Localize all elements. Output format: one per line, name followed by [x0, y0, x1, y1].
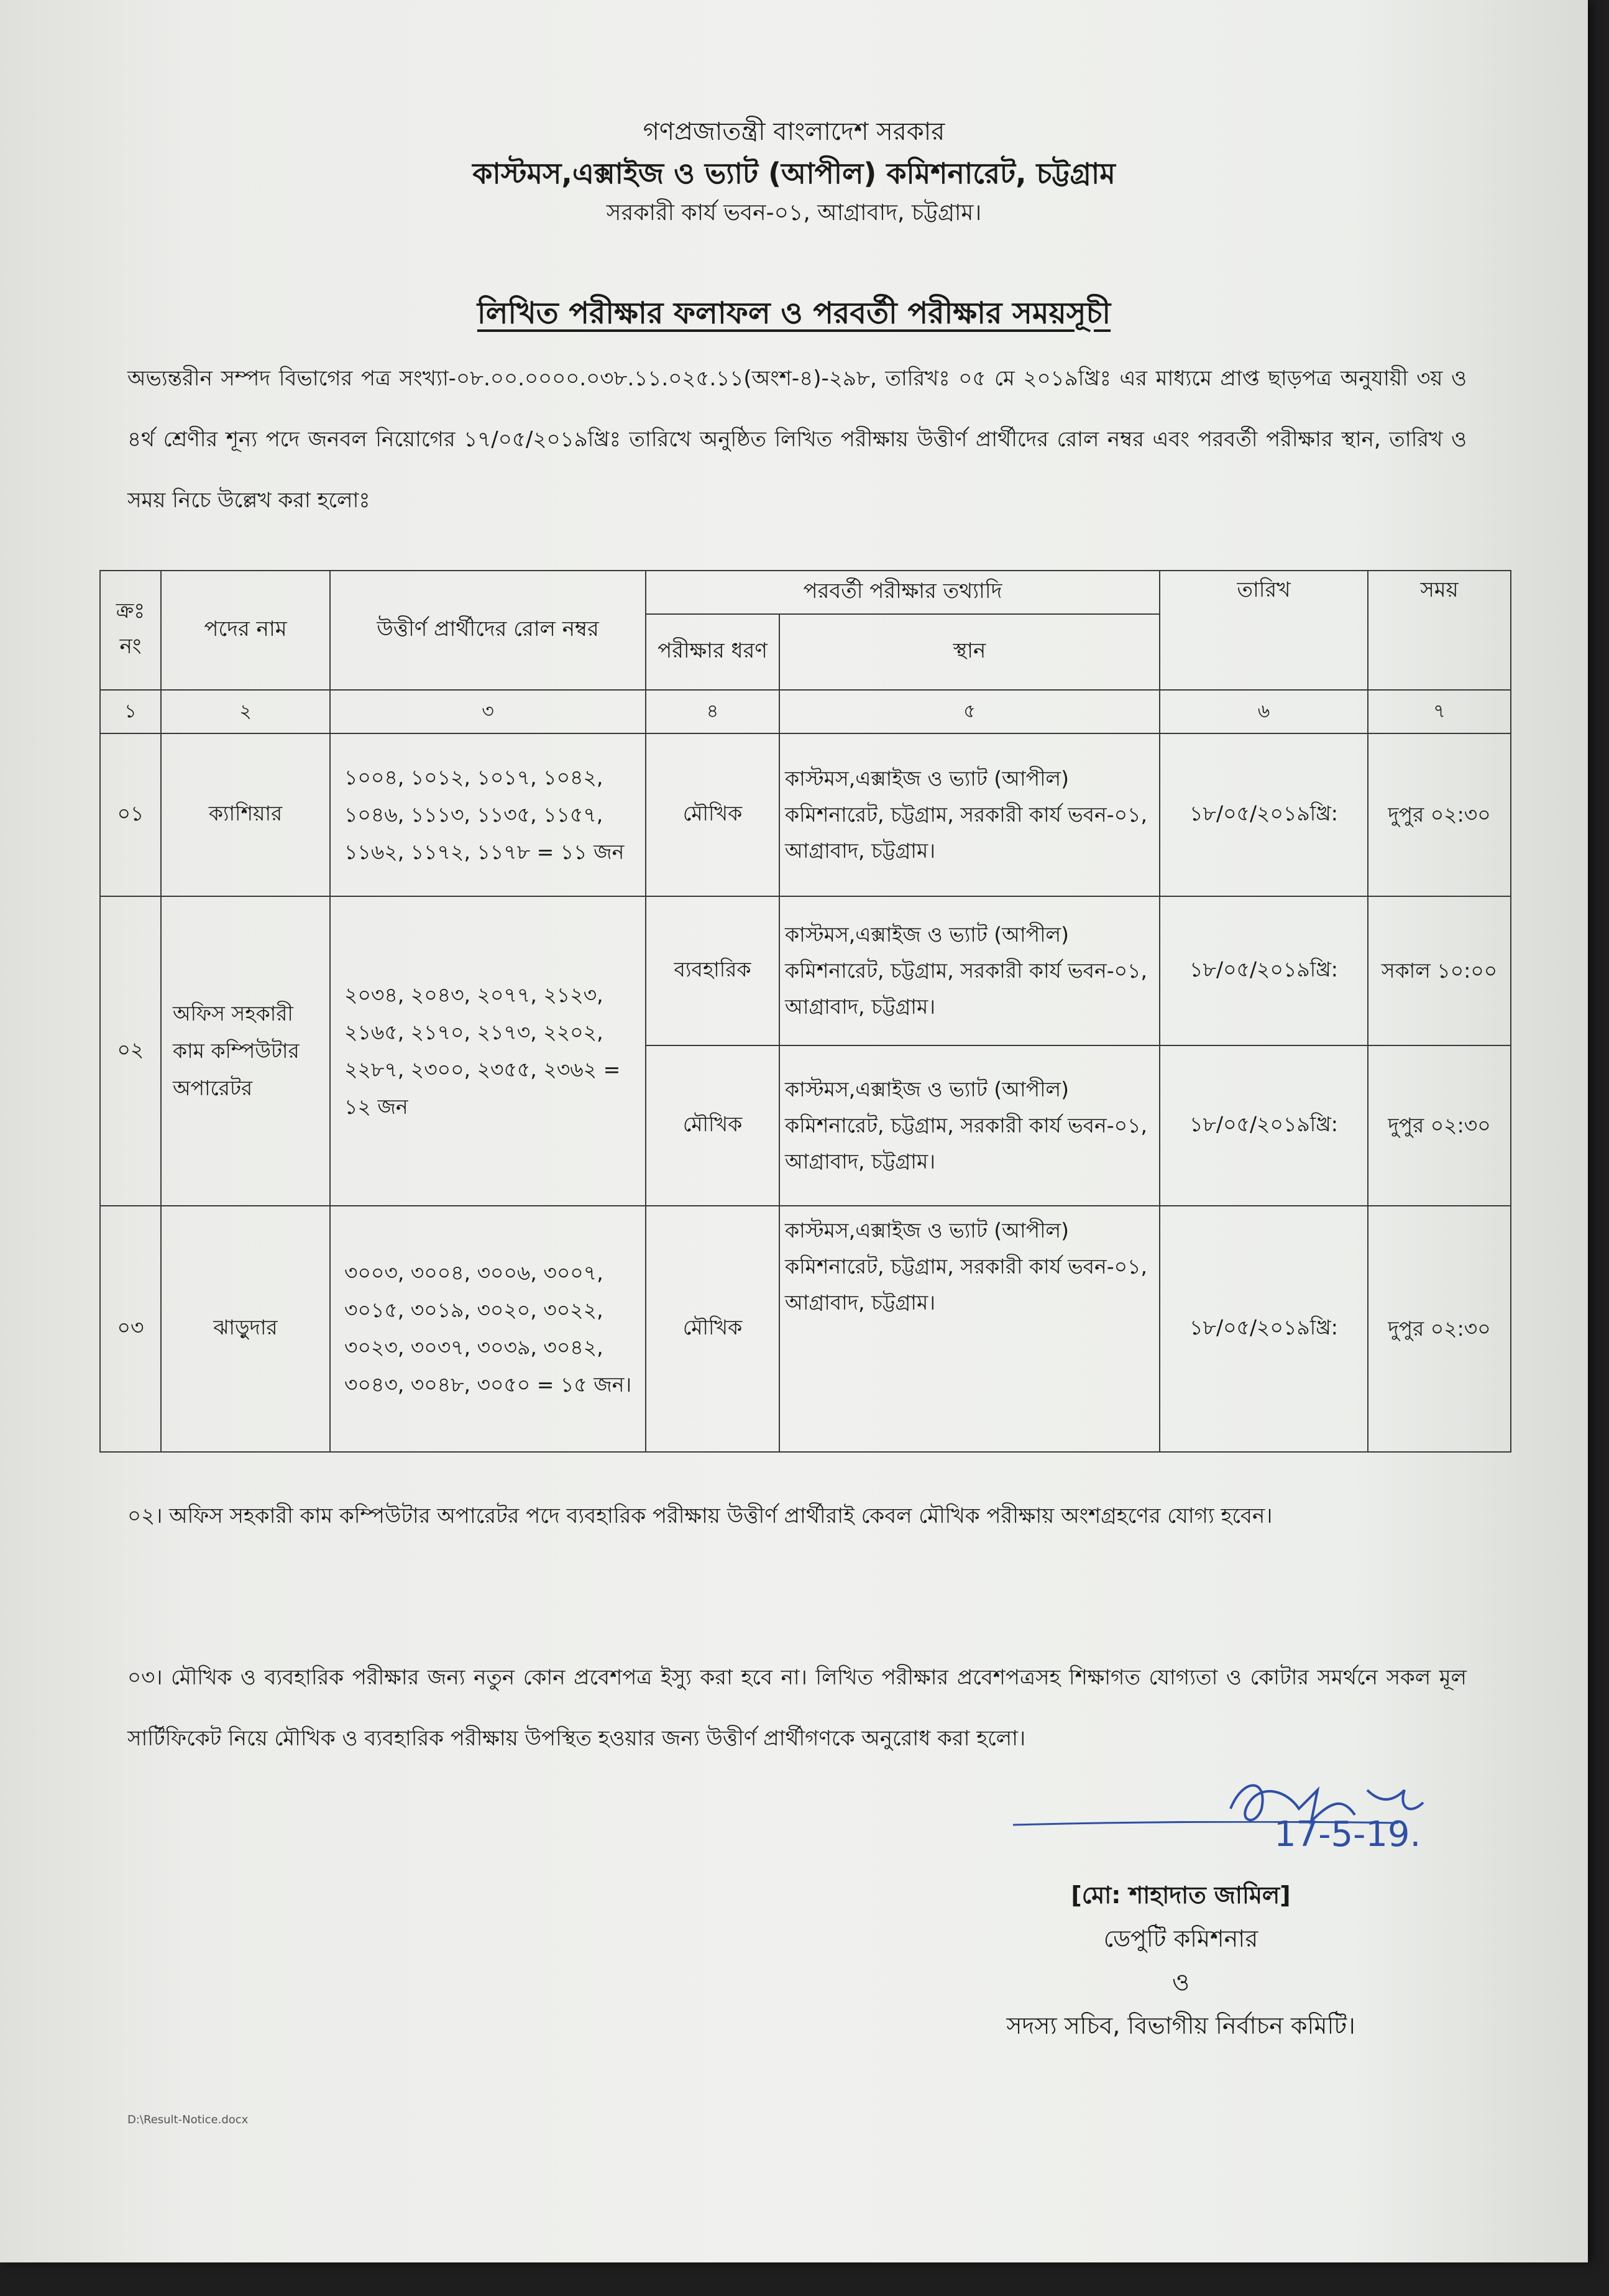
row-place: কাস্টমস,এক্সাইজ ও ভ্যাট (আপীল) কমিশনারেট, চট্টগ্রাম, সরকারী কার্য ভবন-০১, আগ্রাবাদ, চট্টগ্রাম। [779, 896, 1160, 1045]
row-rolls: ৩০০৩, ৩০০৪, ৩০০৬, ৩০০৭, ৩০১৫, ৩০১৯, ৩০২০, ৩০২২, ৩০২৩, ৩০৩৭, ৩০৩৯, ৩০৪২, ৩০৪৩, ৩০৪৮, ৩০৫০ = ১৫ জন। [330, 1206, 646, 1452]
col-number: ৭ [1368, 690, 1511, 733]
govt-heading: গণপ্রজাতন্ত্রী বাংলাদেশ সরকার [643, 117, 945, 146]
table-row [100, 896, 1511, 1045]
col-number: ১ [100, 690, 161, 733]
col-number: ৩ [330, 690, 646, 733]
row-rolls: ২০৩৪, ২০৪৩, ২০৭৭, ২১২৩, ২১৬৫, ২১৭০, ২১৭৩, ২২০২, ২২৮৭, ২৩০০, ২৩৫৫, ২৩৬২ = ১২ জন [330, 896, 646, 1206]
row-serial: ০১ [100, 733, 161, 896]
row-time: সকাল ১০:০০ [1368, 896, 1511, 1045]
notice-title-wrap [0, 291, 1588, 340]
header-time: সময় [1368, 571, 1511, 690]
row-post: ঝাড়ুদার [161, 1206, 330, 1452]
row-time: দুপুর ০২:৩০ [1368, 1045, 1511, 1206]
header-place: স্থান [779, 614, 1160, 690]
intro-paragraph: অভ্যন্তরীন সম্পদ বিভাগের পত্র সংখ্যা-০৮.০০.০০০০.০৩৮.১১.০২৫.১১(অংশ-৪)-২৯৮, তারিখঃ ০৫ মে ২০১৯খ্রিঃ এর মাধ্যমে প্রাপ্ত ছাড়পত্র অনুযায়ী ৩য় ও ৪র্থ শ্রেণীর শূন্য পদে জনবল নিয়োগের ১৭/০৫/২০১৯খ্রিঃ তারিখে অনুষ্ঠিত লিখিত পরীক্ষায় উত্তীর্ণ প্রার্থীদের রোল নম্বর এবং পরবর্তী পরীক্ষার স্থান, তারিখ ও সময় নিচে উল্লেখ করা হলোঃ [127, 366, 1467, 513]
note-two: ০২। অফিস সহকারী কাম কম্পিউটার অপারেটর পদে ব্যবহারিক পরীক্ষায় উত্তীর্ণ প্রার্থীরাই কেবল মৌখিক পরীক্ষায় অংশগ্রহণের যোগ্য হবেন। [127, 1504, 1273, 1528]
row-date: ১৮/০৫/২০১৯খ্রি: [1160, 1206, 1368, 1452]
header-exam-type: পরীক্ষার ধরণ [646, 614, 779, 690]
header-serial: ক্রঃ নং [100, 571, 161, 690]
row-rolls: ১০০৪, ১০১২, ১০১৭, ১০৪২, ১০৪৬, ১১১৩, ১১৩৫, ১১৫৭, ১১৬২, ১১৭২, ১১৭৮ = ১১ জন [330, 733, 646, 896]
row-serial: ০৩ [100, 1206, 161, 1452]
row-date: ১৮/০৫/২০১৯খ্রি: [1160, 1045, 1368, 1206]
file-path: D:\Result-Notice.docx [127, 2113, 249, 2126]
row-time: দুপুর ০২:৩০ [1368, 1206, 1511, 1452]
signature-date: 17-5-19. [1274, 1814, 1421, 1852]
results-table [99, 570, 1511, 1453]
signature-scribble [1218, 1765, 1479, 1852]
row-date: ১৮/০৫/২০১৯খ্রি: [1160, 896, 1368, 1045]
row-exam-type: মৌখিক [646, 733, 779, 896]
signatory-designation: ডেপুটি কমিশনার [1103, 1925, 1258, 1952]
row-place: কাস্টমস,এক্সাইজ ও ভ্যাট (আপীল) কমিশনারেট, চট্টগ্রাম, সরকারী কার্য ভবন-০১, আগ্রাবাদ, চট্টগ্রাম। [779, 733, 1160, 896]
signatory-conjunction: ও [1172, 1968, 1190, 1996]
row-date: ১৮/০৫/২০১৯খ্রি: [1160, 733, 1368, 896]
row-serial: ০২ [100, 896, 161, 1206]
col-number: ৬ [1160, 690, 1368, 733]
row-place: কাস্টমস,এক্সাইজ ও ভ্যাট (আপীল) কমিশনারেট, চট্টগ্রাম, সরকারী কার্য ভবন-০১, আগ্রাবাদ, চট্টগ্রাম। [779, 1045, 1160, 1206]
row-place: কাস্টমস,এক্সাইজ ও ভ্যাট (আপীল) কমিশনারেট, চট্টগ্রাম, সরকারী কার্য ভবন-০১, আগ্রাবাদ, চট্টগ্রাম। [779, 1206, 1160, 1452]
office-heading: কাস্টমস,এক্সাইজ ও ভ্যাট (আপীল) কমিশনারেট, চট্টগ্রাম [472, 157, 1116, 190]
table-row [100, 733, 1511, 896]
row-exam-type: মৌখিক [646, 1045, 779, 1206]
signatory-name: [মো: শাহাদাত জামিল] [1071, 1881, 1291, 1909]
note-three: ০৩। মৌখিক ও ব্যবহারিক পরীক্ষার জন্য নতুন কোন প্রবেশপত্র ইস্যু করা হবে না। লিখিত পরীক্ষার প্রবেশপত্রসহ শিক্ষাগত যোগ্যতা ও কোটার সমর্থনে সকল মূল সার্টিফিকেট নিয়ে মৌখিক ও ব্যবহারিক পরীক্ষায় উপস্থিত হওয়ার জন্য উত্তীর্ণ প্রার্থীগণকে অনুরোধ করা হলো। [127, 1665, 1467, 1751]
row-time: দুপুর ০২:৩০ [1368, 733, 1511, 896]
row-exam-type: ব্যবহারিক [646, 896, 779, 1045]
signatory-committee: সদস্য সচিব, বিভাগীয় নির্বাচন কমিটি। [1006, 2012, 1355, 2039]
column-number-row [100, 690, 1511, 733]
col-number: ৫ [779, 690, 1160, 733]
row-post: ক্যাশিয়ার [161, 733, 330, 896]
office-address: সরকারী কার্য ভবন-০১, আগ্রাবাদ, চট্টগ্রাম। [606, 200, 982, 226]
header-date: তারিখ [1160, 571, 1368, 690]
header-rolls: উত্তীর্ণ প্রার্থীদের রোল নম্বর [330, 571, 646, 690]
table-header-row [100, 571, 1511, 614]
col-number: ২ [161, 690, 330, 733]
row-exam-type: মৌখিক [646, 1206, 779, 1452]
table-row [100, 1206, 1511, 1452]
header-post: পদের নাম [161, 571, 330, 690]
notice-title: লিখিত পরীক্ষার ফলাফল ও পরবর্তী পরীক্ষার সময়সূচী [477, 296, 1111, 331]
header-next-info: পরবর্তী পরীক্ষার তথ্যাদি [646, 571, 1160, 614]
row-post: অফিস সহকারী কাম কম্পিউটার অপারেটর [161, 896, 330, 1206]
col-number: ৪ [646, 690, 779, 733]
